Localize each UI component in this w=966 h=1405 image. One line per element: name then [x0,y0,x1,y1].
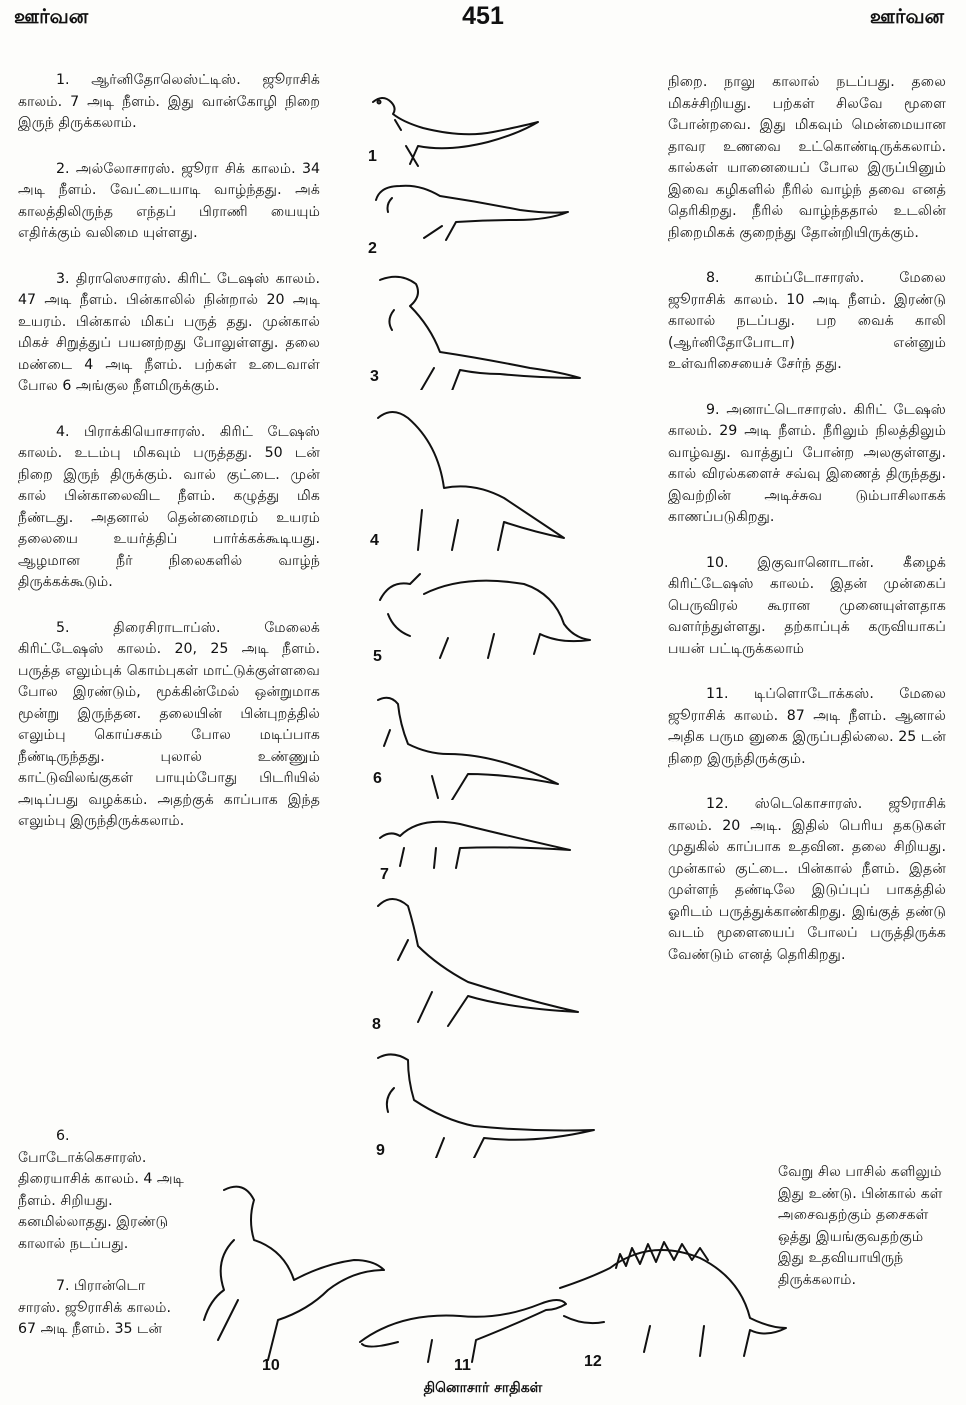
entry-6: 6. போடோக்கெசாரஸ். திரையாசிக் காலம். 4 அடி நீளம். சிறியது. கனமில்லாதது. இரண்டு காலால் நடப்பது. [18,1128,184,1252]
dinosaur-2-illustration [372,176,572,246]
figure-label-6: 6 [373,770,382,787]
dinosaur-5-illustration [374,570,594,670]
entry-8: 8. காம்ப்டோசாரஸ். மேலை ஜூராசிக் காலம். 10 அடி நீளம். இரண்டு காலால் நடப்பது. பற வைக் காலி (ஆர்னிதோபோடா) என்னும் உள்வரிசையைச் சேர்ந் தது. [668,270,946,372]
dinosaur-7-illustration [376,812,576,872]
dinosaur-6-illustration [370,690,590,800]
entry-7-block [18,1276,178,1341]
entry-12-continued: வேறு சில பாசில் களிலும் இது உண்டு. பின்கால் கள் அசைவதற்கும் தசைகள் ஒத்து இயங்குவதற்கும் இது உதவியாயிருந் திருக்கலாம். [778,1164,943,1288]
figure-caption: தினொசார் சாதிகள் [423,1380,543,1396]
entry-9: 9. அனாட்டொசாரஸ். கிரிட் டேஷஸ் காலம். 29 அடி நீளம். நீரிலும் நிலத்திலும் வாழ்வது. வாத்துப் போன்ற அலகுள்ளது. கால் விரல்களைச் சவ்வு இணைத் திருந்தது. இவற்றின் அடிச்சுவ டும்பாசிலாகக் காணப்படுகிறது. [668,401,946,525]
figure-label-3: 3 [370,368,379,385]
figure-label-9: 9 [376,1142,385,1159]
entry-2: 2. அல்லோசாரஸ். ஜூரா சிக் காலம். 34 அடி நீளம். வேட்டையாடி வாழ்ந்தது. அக் காலத்திலிருந்த எந்தப் பிராணி யையும் எதிர்க்கும் வலிமை யுள்ளது. [18,160,320,241]
dinosaur-8-illustration [372,890,592,1030]
entry-11: 11. டிப்ளொடோக்கஸ். மேலை ஜூராசிக் காலம். 87 அடி நீளம். ஆனால் அதிக பரும னுகை இருப்பதில்லை. 25 டன் நிறை இருந்திருக்கும். [668,686,946,767]
dinosaur-3-illustration [370,270,590,390]
entry-7-continued: நிறை. நாலு காலால் நடப்பது. தலை மிகச்சிறியது. பற்கள் சிலவே மூளை போன்றவை. இது மிகவும் மென்மையான தாவர உணவை உட்கொண்டிருக்கலாம். கால்கள் யானையைப் போல இருப்பினும் இவை கழிகளில் நீரில் வாழ்ந் தவை எனத் தெரிகிறது. நீரில் வாழ்ந்ததால் உடலின் நிறைமிகக் குறைந்து தோன்றியிருக்கும். [668,74,946,241]
entry-1: 1. ஆர்னிதோலெஸ்ட்டிஸ். ஜூராசிக் காலம். 7 அடி நீளம். இது வான்கோழி நிறை இருந் திருக்கலாம். [18,72,320,131]
left-column [18,70,320,857]
figure-label-10: 10 [262,1357,280,1374]
page-number: 451 [462,2,504,30]
figure-label-1: 1 [368,148,377,165]
entry-4: 4. பிராக்கியொசாரஸ். கிரிட் டேஷஸ் காலம். உடம்பு மிகவும் பருத்தது. 50 டன் நிறை இருந் திருக்கும். வால் குட்டை. முன் கால் பின்காலைவிட நீளம். கழுத்து மிக நீண்டது. அதனால் தென்னைமரம் உயரம் தலையை உயர்த்திப் பார்க்கக்கூடியது. ஆழமான நீர் நிலைகளில் வாழ்ந் திருக்கக்கூடும். [18,423,320,590]
entry-6-block [18,1126,188,1255]
figure-label-12: 12 [584,1353,602,1370]
figure-label-5: 5 [373,648,382,665]
entry-12: 12. ஸ்டெகொசாரஸ். ஜூராசிக் காலம். 20 அடி. இதில் பெரிய தகடுகள் முதுகில் காப்பாக உதவின. தலை சிறியது. முன்கால் குட்டை. பின்கால் நீளம். இதன் முள்ளந் தண்டிலே இடுப்புப் பாகத்தில் ஓரிடம் பருத்துக்காண்கிறது. இங்குத் தண்டு வடம் மூளையைப் போலப் பருத்திருக்க வேண்டும் எனத் தெரிகிறது. [668,796,946,963]
entry-10: 10. இகுவானொடான். கீழைக் கிரிட்டேஷஸ் காலம். இதன் முன்கைப் பெருவிரல் கூரான முனையுள்ளதாக வளர்ந்துள்ளது. தற்காப்புக் கருவியாகப் பயன் பட்டிருக்கலாம் [668,554,946,657]
entry-3: 3. திராஸெசாரஸ். கிரிட் டேஷஸ் காலம். 47 அடி நீளம். பின்காலில் நின்றால் 20 அடி உயரம். பின்கால் மிகப் பருத் தது. முன்கால் மிகச் சிறுத்துப் பயனற்றது போலுள்ளது. தலை மண்டை 4 அடி நீளம். பற்கள் உடைவாள் போல 6 அங்குல நீளமிருக்கும். [18,270,320,394]
dinosaur-9-illustration [374,1048,604,1158]
figure-label-8: 8 [372,1016,381,1033]
figure-label-2: 2 [368,240,377,257]
dinosaur-12-illustration [556,1228,792,1368]
dinosaur-4-illustration [370,404,600,554]
figure-label-11: 11 [454,1357,471,1374]
header-right: ஊர்வன [869,4,944,28]
right-column [668,72,946,966]
entry-5: 5. திரைசிராடாப்ஸ். மேலைக் கிரிட்டேஷஸ் காலம். 20, 25 அடி நீளம். பருத்த எலும்புக் கொம்புகள் மாட்டுக்குள்ளவை போல இரண்டும், மூக்கின்மேல் ஒன்றுமாக மூன்று இருந்தன. தலையின் பின்புறத்தில் எலும்பு கொய்சகம் போல மடிப்பாக நீண்டிருந்தது. புலால் உண்ணும் காட்டுவிலங்குகள் பாயும்போது பிடரியில் அடிப்பது வழக்கம். அதற்குக் காப்பாக இந்த எலும்பு இருந்திருக்கலாம். [18,619,320,829]
figure-label-4: 4 [370,532,379,549]
dinosaur-1-illustration [365,90,545,170]
figure-label-7: 7 [380,866,389,883]
header-left: ஊர்வன [14,4,89,28]
entry-7: 7. பிரான்டொ சாரஸ். ஜூராசிக் காலம். 67 அடி நீளம். 35 டன் [18,1278,172,1337]
